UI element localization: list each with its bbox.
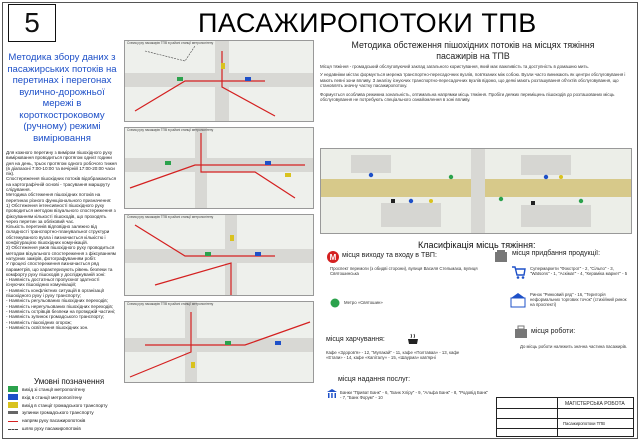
map-drawing bbox=[125, 41, 314, 122]
flow-path-icon bbox=[8, 429, 18, 431]
market-desc-text: Ринок "Ринковий ряд" - 16, "Територія неформальних торгових точок" (стихійний ринок на проспекті) bbox=[530, 292, 627, 308]
method-paragraph: Спостереження пішохідних потоків відображаються на картографічній основі - трасування маршруту слідування. bbox=[6, 176, 117, 193]
method-paragraph: - Наявність конфліктних ситуацій в організації пішохідного руху і руху транспорту; bbox=[6, 287, 105, 299]
category-food: місця харчування: bbox=[326, 336, 385, 343]
method-paragraph: Кількість перетинів відповідно залежно від складності транспортно-планувальної структури обстежуваного вузла і визначається кількістю і конфігурацією пішохідних комунікацій. bbox=[6, 224, 110, 246]
method-paragraph: - Наявність острівців безпеки на проїжджій частині; bbox=[6, 308, 116, 314]
method-paragraph: 1) Обстеження інтенсивності пішохідного руху проводиться методом візуального спостереження з фіксуванням кількості пішоходів, що проходять через перетин за обліковий час. bbox=[6, 202, 116, 224]
category-shopping-desc: Супермаркети "Фокстрот" - 2, "Сільпо" - 3, "Watsons" - 1, "Аскімат" - 4, "Кераміка маркет" - 5 bbox=[530, 266, 628, 277]
classification-title: Класифікація місць тяжіння: bbox=[418, 240, 536, 250]
metro-exit-icon bbox=[8, 386, 18, 392]
map-caption: Схема руху пасажирів ТПВ в районі станції метрополітену bbox=[127, 215, 214, 219]
legend-title: Умовні позначення bbox=[34, 377, 105, 386]
method-paragraph: 2) Обстеження умов пішохідного руху проводиться методом візуального спостереження з фіксуванням натурних замірів, фотографуванням робіт. bbox=[6, 245, 116, 261]
method-paragraph: Для кожного перетину з виміром пішохідного руху вимірювання проводиться протягом однієї години дня на день, трьох протягом одного робочого тижня (в діапазоні 7:00-10:00 та вечірній 17:00-20:00 часи пік). bbox=[6, 150, 117, 177]
flow-direction-icon bbox=[8, 421, 18, 423]
cart-icon bbox=[510, 264, 526, 280]
legend-item bbox=[8, 386, 85, 392]
method-body bbox=[6, 150, 118, 330]
legend-label: зупинки громадського транспорту bbox=[22, 410, 94, 415]
map-caption: Схема руху пасажирів ТПВ в районі станції метрополітену bbox=[127, 128, 214, 132]
method-paragraph: - Наявність регульованих пішохідних переходів; bbox=[6, 298, 109, 304]
category-services: місця надання послуг: bbox=[338, 376, 411, 383]
intro-paragraph: Формується особлива режимна зональність, оптимальна напрямки місць тяжіння. Пробіги деяких переміщень пішоходів до розташованих місць обслуговування не потребують спеціального ознайомлення в зоні впливу. bbox=[320, 91, 615, 103]
method-paragraph: - Наявність пішохідних огорож; bbox=[6, 319, 72, 325]
market-icon bbox=[510, 292, 526, 308]
metro-entry-icon bbox=[8, 394, 18, 400]
intro-paragraph: У недавніми містах формується мережа транспортно-пересадочних вузлів, пов'язаних між собою. Вузли часто виникають як центри обслуговування і мають певні зони впливу. З аналізу існуючих транспортно-пересадочних вузлів відомо, що деякі мають розташування об'єктів обслуговування, що становлять значну частку пасажиропотоку. bbox=[320, 72, 626, 89]
flow-map bbox=[124, 127, 314, 209]
metro-station-label: Метро «Святошин» bbox=[344, 300, 383, 305]
sheet-number: 5 bbox=[8, 4, 56, 42]
attraction-map bbox=[320, 148, 632, 234]
method-paragraph: - Наявність достатньої пропускної здатності існуючих пішохідних комунікацій; bbox=[6, 277, 100, 288]
method-paragraph: У процесі спостереження визначається ряд параметрів, що характеризують рівень безпеки та комфорту руху пішоходів у досліджуваній зоні: bbox=[6, 261, 113, 277]
legend-item bbox=[8, 418, 85, 423]
method-paragraph: - Наявність зупинок громадського транспорту; bbox=[6, 314, 105, 320]
map-drawing bbox=[125, 215, 314, 296]
method-paragraph: - Наявність нерегульованих пішохідних переходів; bbox=[6, 303, 114, 309]
category-market-desc bbox=[530, 292, 632, 308]
legend-label: вихід в станції громадського транспорту bbox=[22, 402, 108, 408]
category-shopping: місця придбання продукції: bbox=[512, 250, 601, 257]
transport-exit-icon bbox=[8, 402, 18, 408]
stamp-caption: Пасажиропотоки ТПВ bbox=[563, 421, 605, 426]
flow-map bbox=[124, 40, 314, 122]
category-food-desc: Кафе «Здоров'я» - 12, "Мулакай" - 11, кафе «Полтаваа» - 13, кафе «Етапи» - 14, кафе «Капіталу» - 15, «Шаурма» кав'ярні bbox=[326, 350, 460, 361]
map-caption: Схема руху пасажирів ТПВ в районі станції метрополітену bbox=[127, 41, 214, 45]
intro-paragraph: Місця тяжіння - громадський обслуговуючий заклад загального користування, який має важливість та доступність в домашню мить. bbox=[320, 64, 589, 69]
stamp-heading: МАГІСТЕРСЬКА РОБОТА bbox=[565, 401, 625, 407]
briefcase-icon bbox=[514, 325, 528, 339]
method-paragraph: Методика обстеження пішохідних потоків на перетинах різного функціонального призначення: bbox=[6, 192, 112, 203]
category-work-desc: До місць роботи належить значна частина пасажирів. bbox=[520, 344, 628, 349]
method-paragraph: - Наявність освітлення пішохідних зон. bbox=[6, 324, 89, 330]
method-column bbox=[6, 52, 118, 330]
legend-item bbox=[8, 402, 108, 408]
metro-station-icon bbox=[330, 298, 340, 308]
legend-item bbox=[8, 410, 94, 415]
category-entry-exit-desc: Проспект перемоги (з обидві сторони), вулиця Василя Стельмаха, вулиця Святошинська bbox=[330, 266, 478, 277]
method-title: Методика збору даних з пасажирських потоків на перетинах і перегонах вулично-дорожньої мережі в короткостроковому (ручному) режимі вимірювання bbox=[7, 52, 117, 144]
category-work: місця роботи: bbox=[531, 328, 576, 335]
legend-item bbox=[8, 426, 81, 431]
bank-icon bbox=[326, 388, 338, 400]
legend-item bbox=[8, 394, 82, 400]
flow-map bbox=[124, 301, 314, 383]
map-drawing bbox=[125, 302, 314, 383]
attraction-intro bbox=[320, 64, 632, 102]
shopping-icon bbox=[494, 249, 508, 263]
page-title: ПАСАЖИРОПОТОКИ ТПВ bbox=[198, 8, 537, 38]
svg-text:M: M bbox=[329, 253, 337, 262]
legend-label: вихід зі станції метрополітену bbox=[22, 386, 86, 392]
attraction-map-drawing bbox=[321, 149, 632, 234]
food-icon bbox=[406, 332, 420, 346]
title-block bbox=[496, 397, 634, 437]
metro-icon bbox=[326, 250, 340, 264]
flow-map bbox=[124, 214, 314, 296]
legend-label: шлях руху пасажиропотоків bbox=[22, 426, 81, 431]
bus-stop-icon bbox=[8, 411, 18, 414]
map-caption: Схема руху пасажирів ТПВ в районі станції метрополітену bbox=[127, 302, 214, 306]
legend-label: вхід в станції метрополітену bbox=[22, 394, 82, 400]
attraction-title: Методика обстеження пішохідних потоків на місцях тяжіння пасажирів на ТПВ bbox=[351, 40, 595, 61]
category-entry-exit: місця виходу та входу в ТВП: bbox=[342, 252, 437, 259]
map-drawing bbox=[125, 128, 314, 209]
legend-label: напрям руху пасажиропотоків bbox=[22, 418, 86, 423]
category-services-desc: Банки "Приват Банк" - 6, "Банк Хліру" - 9, "Альфа Банк" - 8, "Родовід Банк" - 7, "Банк Форум" - 10 bbox=[340, 390, 489, 401]
